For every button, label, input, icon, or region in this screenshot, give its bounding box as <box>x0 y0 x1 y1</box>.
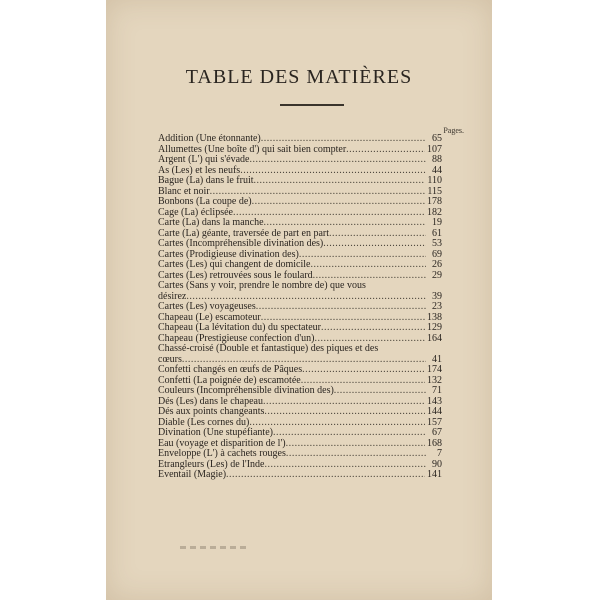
toc-entry-page: 41 <box>432 353 442 365</box>
toc-entry-label: Cartes (Sans y voir, prendre le nombre de) que vous <box>158 280 366 291</box>
book-page <box>106 0 492 600</box>
toc-entry <box>158 239 442 250</box>
toc-entry-page: 168 <box>427 437 442 449</box>
toc-entry-label: Couleurs (Incompréhensible divination des) <box>158 385 334 396</box>
dot-leader <box>256 302 426 313</box>
dot-leader <box>273 428 426 439</box>
dot-leader <box>261 134 426 145</box>
toc-entry-page: 132 <box>427 374 442 386</box>
toc-entry-page: 67 <box>432 427 442 438</box>
toc-entry-page: 115 <box>427 185 442 197</box>
toc-entry <box>158 407 442 418</box>
toc-entry-page: 61 <box>432 227 442 239</box>
faded-footer-mark <box>180 546 250 549</box>
toc-entry-page: 107 <box>427 143 442 155</box>
toc-entry <box>158 197 442 208</box>
table-of-contents <box>158 134 442 481</box>
toc-entry-page: 141 <box>427 469 442 480</box>
toc-entry-page: 44 <box>432 164 442 176</box>
toc-entry-page: 39 <box>432 290 442 302</box>
dot-leader <box>286 449 426 460</box>
toc-entry-page: 23 <box>432 301 442 312</box>
toc-entry-label: Dés (Les) dans le chapeau <box>158 395 263 407</box>
toc-entry-label: Eventail (Magie) <box>158 469 227 480</box>
toc-entry <box>158 323 442 334</box>
dot-leader <box>299 250 426 261</box>
toc-entry-page: 144 <box>427 406 442 417</box>
toc-entry-label: Cartes (Les) retrouvées sous le foulard <box>158 269 313 281</box>
toc-entry-label: Cartes (Incompréhensible divination des) <box>158 238 324 249</box>
toc-entry-label: Chapeau (Le) escamoteur <box>158 311 261 323</box>
toc-entry-label: Etrangleurs (Les) de l'Inde <box>158 458 265 470</box>
dot-leader <box>254 176 426 187</box>
toc-entry-label: Carte (La) dans la manche <box>158 217 264 228</box>
toc-entry-label: Confetti (La poignée de) escamotée <box>158 374 301 386</box>
toc-entry-label: Chassé-croisé (Double et fantastique) des piques et des <box>158 343 379 354</box>
toc-entry-label: Allumettes (Une boîte d') qui sait bien compter <box>158 143 347 155</box>
toc-entry-continuation: cœurs <box>158 353 182 365</box>
toc-entry-label: Divination (Une stupéfiante) <box>158 427 273 438</box>
dot-leader <box>240 166 426 177</box>
toc-entry <box>158 176 442 187</box>
dot-leader <box>323 239 426 250</box>
toc-entry-page: 138 <box>427 311 442 323</box>
title-rule <box>280 104 344 106</box>
toc-entry-label: Addition (Une étonnante) <box>158 133 261 144</box>
toc-entry <box>158 386 442 397</box>
toc-entry-page: 157 <box>427 416 442 428</box>
toc-entry <box>158 281 442 302</box>
toc-entry-page: 65 <box>432 133 442 144</box>
dot-leader <box>252 197 425 208</box>
toc-entry-label: Diable (Les cornes du) <box>158 416 250 428</box>
dot-leader <box>346 145 425 156</box>
toc-entry <box>158 365 442 376</box>
toc-entry <box>158 344 442 365</box>
toc-entry-label: Enveloppe (L') à cachets rouges <box>158 448 286 459</box>
dot-leader <box>334 386 426 397</box>
dot-leader <box>264 218 426 229</box>
dot-leader <box>321 323 425 334</box>
dot-leader <box>226 470 425 481</box>
toc-entry <box>158 470 442 481</box>
toc-entry-label: Eau (voyage et disparition de l') <box>158 437 286 449</box>
toc-entry-page: 26 <box>432 259 442 270</box>
toc-entry-label: Carte (La) géante, traversée de part en part <box>158 227 330 239</box>
toc-entry-label: Bague (La) dans le fruit <box>158 175 254 186</box>
toc-entry <box>158 218 442 229</box>
toc-entry-label: Confetti changés en œufs de Pâques <box>158 364 303 375</box>
toc-entry-page: 53 <box>432 238 442 249</box>
toc-entry-label: Cage (La) éclipsée <box>158 206 233 218</box>
pages-column-header: Pages. <box>443 126 464 135</box>
toc-entry-page: 174 <box>427 364 442 375</box>
toc-entry-label: Cartes (Prodigieuse divination des) <box>158 248 299 260</box>
toc-entry-page: 129 <box>427 322 442 333</box>
toc-entry-continuation: désirez <box>158 290 187 302</box>
toc-entry-label: Bonbons (La coupe de) <box>158 196 252 207</box>
toc-entry-label: Chapeau (La lévitation du) du spectateur <box>158 322 321 333</box>
toc-entry-page: 29 <box>432 269 442 281</box>
toc-entry <box>158 134 442 145</box>
toc-entry-page: 7 <box>437 448 442 459</box>
toc-entry <box>158 260 442 271</box>
dot-leader <box>286 439 425 450</box>
toc-entry-page: 178 <box>427 196 442 207</box>
toc-entry-page: 164 <box>427 332 442 344</box>
dot-leader <box>249 155 426 166</box>
toc-entry-label: Cartes (Les) qui changent de domicile <box>158 259 311 270</box>
dot-leader <box>264 460 426 471</box>
toc-entry-page: 90 <box>432 458 442 470</box>
toc-entry-label: Blanc et noir <box>158 185 210 197</box>
dot-leader <box>329 229 426 240</box>
toc-entry-label: As (Les) et les neufs <box>158 164 241 176</box>
toc-entry-page: 88 <box>432 154 442 165</box>
toc-entry-label: Argent (L') qui s'évade <box>158 154 250 165</box>
toc-entry <box>158 302 442 313</box>
dot-leader <box>263 397 425 408</box>
dot-leader <box>302 365 425 376</box>
toc-entry-page: 71 <box>432 385 442 396</box>
toc-entry <box>158 155 442 166</box>
toc-entry <box>158 449 442 460</box>
toc-entry-label: Dés aux points changeants <box>158 406 265 417</box>
dot-leader <box>249 418 425 429</box>
page-title: TABLE DES MATIÈRES <box>185 66 413 88</box>
toc-entry-page: 110 <box>427 175 442 186</box>
toc-entry-page: 19 <box>432 217 442 228</box>
toc-entry <box>158 428 442 439</box>
dot-leader <box>264 407 425 418</box>
toc-entry-page: 182 <box>427 206 442 218</box>
toc-entry-label: Chapeau (Prestigieuse confection d'un) <box>158 332 315 344</box>
dot-leader <box>310 260 426 271</box>
toc-entry-label: Cartes (Les) voyageuses <box>158 301 256 312</box>
toc-entry-page: 69 <box>432 248 442 260</box>
toc-entry-page: 143 <box>427 395 442 407</box>
